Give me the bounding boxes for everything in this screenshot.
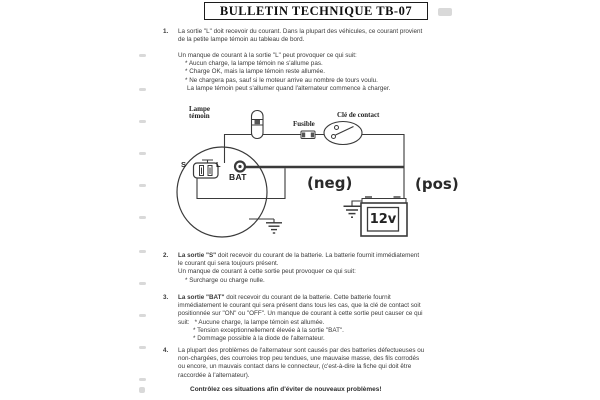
item3-line: La sortie "BAT" doit recevoir du courant de la batterie. Cette batterie fournit (178, 294, 391, 301)
negative-label: (neg) (307, 174, 353, 192)
terminal-s-label: S (181, 160, 187, 169)
item2-line: le courant qui sera toujours présent. (178, 260, 279, 268)
ignition-switch-icon (324, 122, 362, 145)
fuse-icon (301, 131, 315, 139)
item2-number: 2. (163, 252, 169, 259)
fuse-label: Fusible (293, 120, 315, 128)
item2-line: La sortie "S" doit recevoir du courant de la batterie. La batterie fournit immédiatement (178, 252, 420, 259)
item4-body (178, 347, 424, 380)
item3-lead: La sortie "BAT" (178, 294, 225, 301)
item4-line: ou encore, un mauvais contact dans le connecteur, (c'est-à-dire la fiche qui doit être (178, 363, 412, 371)
alternator-ground-icon (249, 219, 282, 233)
item3-bullet: * Tension exceptionnellement élevée à la sortie "BAT". (193, 326, 344, 334)
item4-line: raccordée à l'alternateur). (178, 371, 250, 379)
item4-number: 4. (163, 347, 169, 354)
item2-line: Un manque de courant à cette sortie peut provoquer ce qui suit: (178, 268, 356, 276)
item3-number: 3. (163, 294, 169, 301)
alternator-circle (177, 147, 267, 237)
page-title: BULLETIN TECHNIQUE TB-07 (219, 3, 413, 18)
terminal-bat-label: BAT (229, 172, 247, 182)
bat-terminal-icon (235, 162, 245, 172)
positive-label: (pos) (415, 175, 459, 193)
item1-line: de la petite lampe témoin au tableau de bord. (178, 36, 305, 44)
item3-line: suit: * Aucune charge, la lampe témoin est allumée. (178, 318, 325, 326)
item3-line: positionnée sur "ON" ou "OFF". Un manque de courant à cette sortie peut causer ce qui (178, 310, 423, 318)
item3-body (178, 294, 423, 343)
item3-line: immédiatement le courant qui sera présent dans tous les cas, que la clé de contact soit (178, 302, 421, 310)
item1-note: La lampe témoin peut s'allumer quand l'alternateur commence à charger. (187, 84, 391, 92)
item3-bullet: * Dommage possible à la diode de l'alternateur. (193, 335, 325, 343)
item1-line: La sortie "L" doit recevoir du courant. Dans la plupart des véhicules, ce courant provient (178, 28, 423, 35)
ignition-key-label: Clé de contact (337, 111, 380, 119)
item4-line: La plupart des problèmes de l'alternateur sont causés par des batteries défectueuses ou (178, 347, 425, 354)
item2-bullet: * Surcharge ou charge nulle. (185, 276, 265, 284)
item1-intro: Un manque de courant à la sortie "L" peut provoquer ce qui suit: (178, 51, 357, 59)
item2-body (178, 252, 419, 285)
closing-warning: Contrôlez ces situations afin d'éviter de nouveaux problèmes! (190, 386, 382, 393)
connector-plug-icon (194, 160, 219, 178)
item1-bullet: * Aucun charge, la lampe témoin ne s'allume pas. (185, 60, 323, 68)
item4-line: non-chargées, des courroies trop peu tendues, une mauvaise masse, des fils corrodés (178, 355, 420, 363)
item1-bullet: * Charge OK, mais la lampe témoin reste allumée. (185, 68, 325, 76)
item1-bullet: * Ne chargera pas, sauf si le moteur arrive au nombre de tours voulu. (185, 76, 378, 84)
warning-lamp-icon (252, 111, 264, 139)
item3-bullet: * Aucune charge, la lampe témoin est allumée. (194, 318, 325, 326)
item1-number: 1. (163, 28, 169, 35)
battery-ground-icon (344, 201, 363, 217)
item2-lead: La sortie "S" (178, 252, 217, 259)
lamp-label: Lampe témoin (189, 105, 210, 121)
battery-voltage-label: 12v (369, 211, 397, 227)
terminal-l-label: L (216, 160, 221, 169)
